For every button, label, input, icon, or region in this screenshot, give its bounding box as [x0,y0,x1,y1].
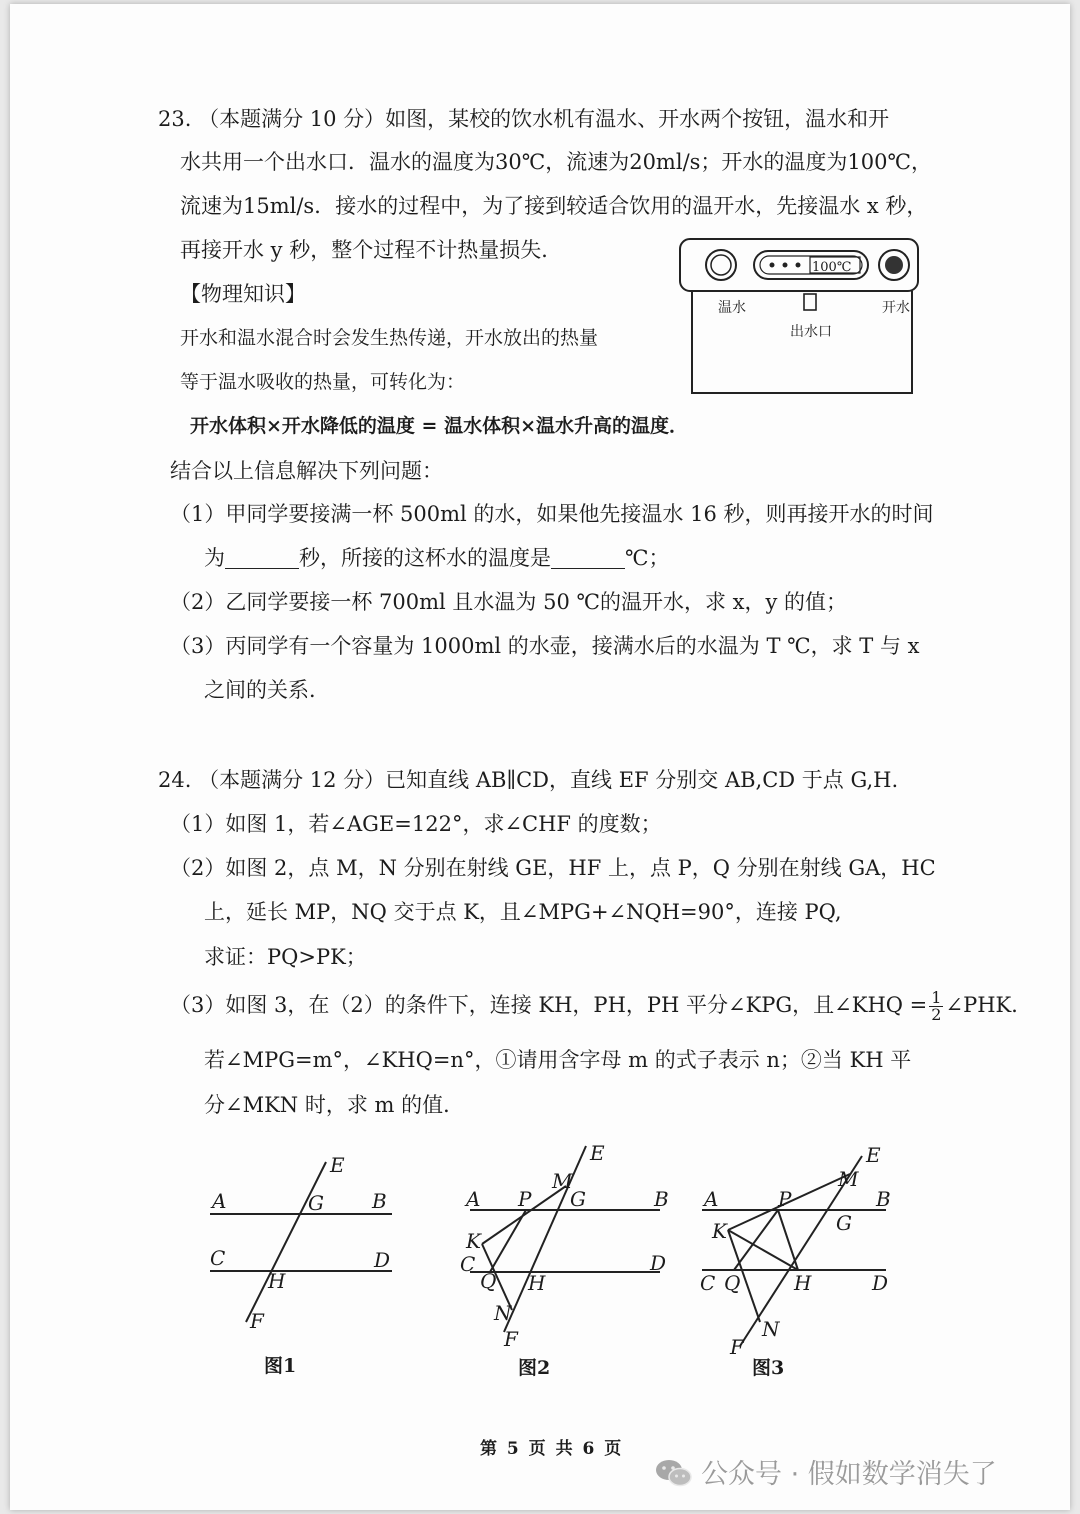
fig2-label-b: B [654,1187,669,1211]
fig3-label-h: H [794,1271,812,1295]
water-dispenser-diagram [678,236,922,398]
fig3-label-a: A [704,1187,719,1211]
q23-intro: 结合以上信息解决下列问题： [170,459,443,483]
fig2-label-d: D [650,1251,667,1275]
q24-part3-line1 [170,990,1032,1023]
fig1-label-b: B [372,1189,387,1213]
fig1-label-g: G [308,1191,324,1215]
fig2-label-f: F [504,1327,518,1351]
fig3-caption: 图3 [752,1357,785,1379]
q24-part3-line3: 分∠MKN 时，求 m 的值． [204,1093,465,1117]
warm-label: 温水 [718,300,746,316]
p1-text-a: 为 [204,546,225,570]
wechat-icon [655,1458,693,1488]
fig3-label-k: K [712,1219,727,1243]
fig2-label-g: G [570,1187,586,1211]
q23-part3-line1: （3）丙同学有一个容量为 1000ml 的水壶，接满水后的水温为 T ℃，求 T 与 x [170,634,920,658]
fig2-label-q: Q [480,1269,497,1293]
fig1-label-d: D [374,1248,391,1272]
half-fraction: $\frac{1}{2}$ [931,988,942,1024]
page-footer: 第 5 页 共 6 页 [480,1439,624,1459]
display-temperature: 100℃ [812,260,852,275]
knowledge-formula: 开水体积×开水降低的温度 = 温水体积×温水升高的温度． [190,415,688,437]
q23-line4: 再接开水 y 秒，整个过程不计热量损失． [180,238,563,262]
q24-part2-line3: 求证：PQ>PK； [204,945,367,969]
p3-text-b: ∠PHK． [945,993,1033,1017]
knowledge-line2: 等于温水吸收的热量，可转化为： [180,371,466,393]
fig1-caption: 图1 [264,1355,297,1377]
q23-line1: 23. （本题满分 10 分）如图，某校的饮水机有温水、开水两个按钮，温水和开 [158,107,890,131]
fig3-label-p: P [778,1187,792,1211]
q23-part1-line1: （1）甲同学要接满一杯 500ml 的水，如果他先接温水 16 秒，则再接开水的时间 [170,502,934,526]
boiling-label: 开水 [882,300,910,316]
fig2-caption: 图2 [518,1357,551,1379]
fig2-label-p: P [518,1187,532,1211]
fig1-label-f: F [250,1309,264,1333]
figure-1 [200,1144,410,1384]
segment-pq [734,1210,778,1270]
fig2-label-e: E [590,1141,605,1165]
line-ef [246,1162,326,1322]
q23-part1-line2 [204,543,670,573]
fig2-label-n: N [494,1301,512,1325]
q24-part3-line2: 若∠MPG=m°，∠KHQ=n°，①请用含字母 m 的式子表示 n；②当 KH 平 [204,1048,912,1072]
p3-text-a: （3）如图 3，在（2）的条件下，连接 KH，PH，PH 平分∠KPG，且∠KHQ = [170,993,928,1017]
q23-part2: （2）乙同学要接一杯 700ml 且水温为 50 ℃的温开水，求 x，y 的值； [170,590,848,614]
fig3-label-m: M [838,1167,859,1191]
knowledge-title: 【物理知识】 [180,282,306,306]
q24-line1: 24. （本题满分 12 分）已知直线 AB∥CD，直线 EF 分别交 AB,CD 于点 G,H. [158,768,899,792]
q24-part2-line2: 上，延长 MP，NQ 交于点 K，且∠MPG+∠NQH=90°，连接 PQ, [204,900,842,924]
answer-blank-1[interactable] [225,546,299,569]
fig3-label-e: E [866,1143,881,1167]
q23-line2: 水共用一个出水口．温水的温度为30℃，流速为20ml/s；开水的温度为100℃， [180,150,932,174]
line-ef [504,1146,586,1332]
fig3-label-b: B [876,1187,891,1211]
p1-text-c: ℃； [625,546,670,570]
fig2-label-h: H [528,1271,546,1295]
fig2-label-c: C [460,1252,476,1276]
fig3-label-g: G [836,1211,852,1235]
fig3-label-d: D [872,1271,889,1295]
outlet-icon [804,294,816,310]
segment-pq [490,1210,526,1272]
answer-blank-2[interactable] [551,546,625,569]
fig1-label-h: H [268,1269,286,1293]
figure-2 [440,1134,680,1384]
knowledge-line1: 开水和温水混合时会发生热传递，开水放出的热量 [180,327,599,349]
q24-part2-line1: （2）如图 2，点 M，N 分别在射线 GE，HF 上，点 P，Q 分别在射线 GA，HC [170,856,936,880]
q24-part1: （1）如图 1，若∠AGE=122°，求∠CHF 的度数； [170,812,662,836]
watermark [655,1452,997,1491]
fig2-label-k: K [466,1229,481,1253]
fig1-label-c: C [210,1246,226,1270]
q23-line3: 流速为15ml/s．接水的过程中，为了接到较适合饮用的温开水，先接温水 x 秒， [180,194,928,218]
fig1-label-e: E [330,1153,345,1177]
q23-part3-line2: 之间的关系． [204,678,330,702]
outlet-label: 出水口 [790,324,832,340]
figure-3 [690,1134,900,1384]
fig3-label-q: Q [724,1271,741,1295]
fig2-label-m: M [552,1169,573,1193]
fig2-label-a: A [466,1187,481,1211]
fig3-label-c: C [700,1271,716,1295]
fig3-label-n: N [762,1317,780,1341]
fig3-label-f: F [730,1335,744,1359]
watermark-text: 公众号 · 假如数学消失了 [701,1459,997,1490]
exam-page [10,4,1070,1510]
fig1-label-a: A [212,1189,227,1213]
p1-text-b: 秒，所接的这杯水的温度是 [299,546,551,570]
